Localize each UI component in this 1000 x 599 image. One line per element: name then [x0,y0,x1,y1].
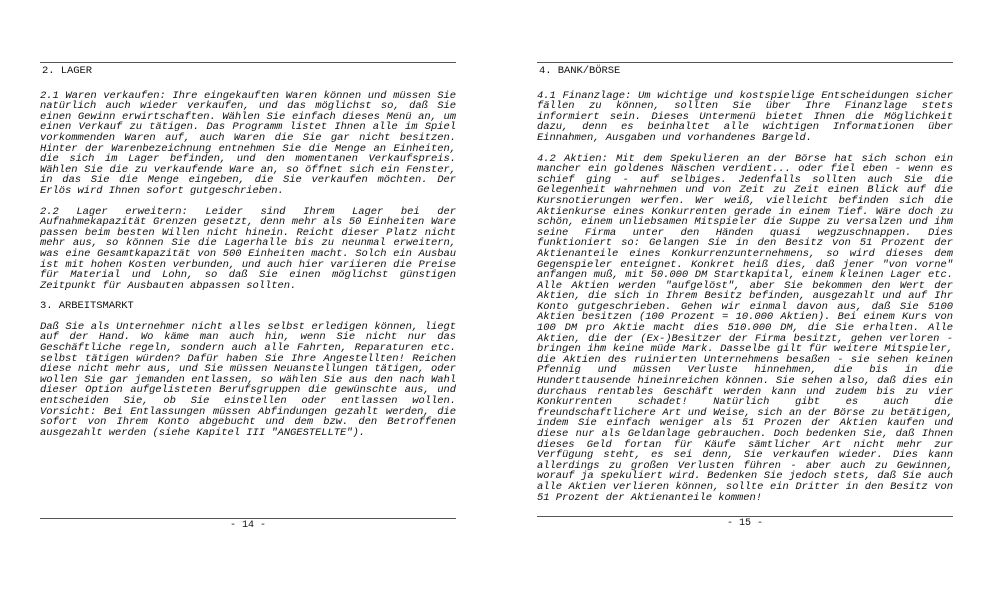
paragraph-aktien: 4.2 Aktien: Mit dem Spekulieren an der Börse hat sich schon ein mancher ein goldenes Näschen verdient... oder fiel eben - wenn es schief ging - auf selbiges. Jedenfalls sollten auch Sie die Gelegenheit wahrnehmen und von Zeit zu Zeit einen Blick auf die Kursnotierungen werfen. Wer weiß, vielleicht befinden sich die Aktienkurse eines Konkurrenten gerade in einem Tief. Wäre doch zu schön, einem unliebsamen Mitspieler die Suppe zu versalzen und ihm seine Firma unter den Händen quasi wegzuschnappen. Dies funktioniert so: Gelangen Sie in den Besitz von 51 Prozent der Aktienanteile eines Konkurrenzunternehmens, so wird dieses dem Gegenspieler enteignet. Konkret heiß dies, daß jener "von vorne" anfangen muß, mit 50.000 DM Startkapital, einem kleinen Lager etc. Alle Aktien werden "aufgelöst", aber Sie bekommen den Wert der Aktien, die sich in Ihrem Besitz befinden, ausgezahlt und auf Ihr Konto gutgeschrieben. Gehen wir einmal davon aus, daß Sie 5100 Aktien besitzen (100 Prozent = 10.000 Aktien). Bei einem Kurs von 100 DM pro Aktie macht dies 510.000 DM, die Sie erhalten. Alle Aktien, die der (Ex-)Besitzer der Firma besitzt, gehen verloren - bringen ihm keine müde Mark. Dasselbe gilt für weitere Mitspieler, die Aktien des ruinierten Unternehmens besaßen - sie sehen keinen Pfennig und müssen Verluste hinnehmen, die bis in die Hunderttausende hineinreichen können. Sie sehen also, daß dies ein durchaus rentables Geschäft werden kann und zudem bis zu vier Konkurrenten schadet! Natürlich gibt es auch die freundschaftlichere Art und Weise, sich an der Börse zu betätigen, indem Sie einfach weniger als 51 Prozen der Aktien kaufen und diese nur als Geldanlage gebrauchen. Doch bedenken Sie, daß Ihnen dieses Geld fortan für Käufe sämtlicher Art nicht mehr zur Verfügung steht, es sei denn, Sie verkaufen wieder. Dies kann allerdings zu großen Verlusten führen - aber auch zu Gewinnen, worauf ja spekuliert wird. Bedenken Sie jedoch stets, daß Sie auch alle Aktien verlieren können, sollte ein Dritter in den Besitz von 51 Prozent der Aktienanteile kommen! [537,152,953,504]
paragraph-arbeitsmarkt: Daß Sie als Unternehmer nicht alles selbst erledigen können, liegt auf der Hand. Wo käme man auch hin, wenn Sie nicht nur das Geschäftliche regeln, sondern auch alle Fahrten, Reparaturen etc. selbst tätigen würden? Dafür haben Sie Ihre Angestellten! Reichen diese nicht mehr aus, und Sie müssen Neuanstellungen tätigen, oder wollen Sie gar jemanden entlassen, so wählen Sie aus den nach Wahl dieser Option aufgelisteten Berufsgruppen die gewünschte aus, und entscheiden Sie, ob Sie einstellen oder entlassen wollen. Vorsicht: Bei Entlassungen müssen Abfindungen gezahlt werden, die sofort von Ihrem Konto abgebucht und dem bzw. den Betroffenen ausgezahlt werden (siehe Kapitel III "ANGESTELLTE"). [40,320,456,439]
section-heading-arbeitsmarkt: 3. ARBEITSMARKT [40,300,134,313]
left-page [40,62,456,448]
paragraph-waren-verkaufen: 2.1 Waren verkaufen: Ihre eingekauften Waren können und müssen Sie natürlich auch wieder verkaufen, und das möglichst so, daß Sie einen Gewinn erwirtschaften. Wählen Sie einfach dieses Menü an, um einen Verkauf zu tätigen. Das Programm listet Ihnen alle im Spiel vorkommenden Waren auf, auch Waren die Sie gar nicht besitzen. Hinter der Warenbezeichnung entnehmen Sie die Menge an Einheiten, die sich im Lager befinden, und den momentanen Verkaufspreis. Wählen Sie die zu verkaufende Ware an, so öffnet sich ein Fenster, in das Sie die Menge eingeben, die Sie verkaufen möchten. Der Erlös wird Ihnen sofort gutgeschrieben. [40,89,456,197]
footer-right [537,516,953,529]
section-heading-lager: 2. LAGER [42,65,93,77]
paragraph-lager-erweitern: 2.2 Lager erweitern: Leider sind Ihrem Lager bei der Aufnahmekapazität Grenzen gesetzt, denn mehr als 50 Einheiten Ware passen beim besten Willen nicht hinein. Reicht dieser Platz nicht mehr aus, so können Sie die Lagerhalle bis zu neunmal erweitern, was eine Gesamtkapazität von 500 Einheiten macht. Solch ein Ausbau ist mit hohen Kosten verbunden, und auch hier variieren die Preise für Material und Lohn, so daß Sie einen möglichst günstigen Zeitpunkt für Ausbauten abpassen sollten. [40,205,456,292]
right-page [537,62,953,513]
bottom-rule [40,518,456,519]
bottom-rule [537,516,953,517]
top-rule [537,62,953,63]
section-heading-bank-boerse: 4. BANK/BÖRSE [539,65,621,77]
page-number-right: - 15 - [726,518,763,529]
top-rule [40,62,456,63]
footer-left [40,518,456,531]
page-number-left: - 14 - [229,520,266,531]
paragraph-finanzlage: 4.1 Finanzlage: Um wichtige und kostspielige Entscheidungen sicher fällen zu können, sollten Sie über Ihre Finanzlage stets informiert sein. Dieses Untermenü bietet Ihnen die Möglichkeit dazu, denn es beinhaltet alle wichtigen Informationen über Einnahmen, Ausgaben und vorhandenes Bargeld. [537,89,953,144]
